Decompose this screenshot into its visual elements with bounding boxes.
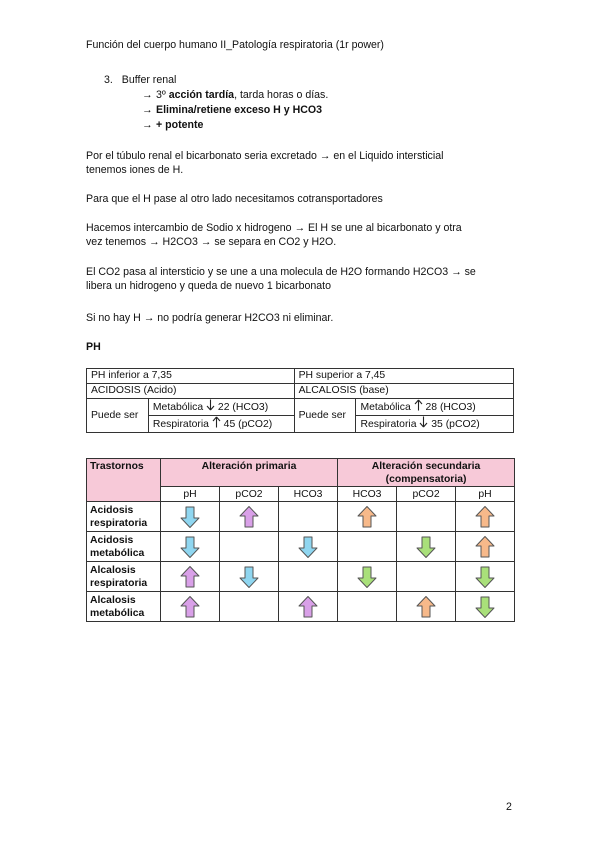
arrow-up-icon xyxy=(220,502,279,532)
paragraph: Para que el H pase al otro lado necesitamos cotransportadores xyxy=(86,193,383,205)
table-cell: Metabólica 22 (HCO3) xyxy=(148,399,294,416)
row-label: Alcalosis respiratoria xyxy=(87,562,161,592)
table-cell: PH superior a 7,45 xyxy=(294,369,513,384)
section-number: 3. xyxy=(104,74,113,86)
empty-cell xyxy=(220,532,279,562)
ph-heading: PH xyxy=(86,341,101,353)
subheader: pH xyxy=(456,487,515,502)
section-heading xyxy=(104,73,176,87)
arrow-up-icon xyxy=(338,502,397,532)
table-cell: Metabólica 28 (HCO3) xyxy=(356,399,514,416)
table-row xyxy=(87,562,515,592)
arrow-down-icon xyxy=(338,562,397,592)
table-cell: PH inferior a 7,35 xyxy=(87,369,295,384)
paragraph: Si no hay H → no podría generar H2CO3 ni eliminar. xyxy=(86,312,334,324)
subheader: pCO2 xyxy=(397,487,456,502)
empty-cell xyxy=(338,592,397,622)
empty-cell xyxy=(220,592,279,622)
table-cell: Respiratoria 45 (pCO2) xyxy=(148,416,294,433)
arrow-up-icon xyxy=(456,502,515,532)
bullet-1: → 3º acción tardía, tarda horas o días. xyxy=(142,89,329,101)
arrow-up-icon xyxy=(161,562,220,592)
puede-ser-label: Puede ser xyxy=(87,399,149,433)
arrow-up-icon xyxy=(414,402,423,413)
arrow-up-icon xyxy=(456,532,515,562)
table-cell: Respiratoria 35 (pCO2) xyxy=(356,416,514,433)
arrow-down-icon xyxy=(161,502,220,532)
table-header-row xyxy=(87,459,515,487)
paragraph: Por el túbulo renal el bicarbonato seria excretado → en el Liquido intersticial tenemos iones de H. xyxy=(86,150,444,176)
bullet-3: → + potente xyxy=(142,119,204,131)
arrow-down-icon xyxy=(206,402,215,413)
empty-cell xyxy=(279,562,338,592)
bullet-2: → Elimina/retiene exceso H y HCO3 xyxy=(142,104,323,116)
arrow-up-icon xyxy=(397,592,456,622)
table-row xyxy=(87,399,514,416)
arrow-down-icon xyxy=(456,562,515,592)
col-header-primary: Alteración primaria xyxy=(161,459,338,487)
subheader: HCO3 xyxy=(279,487,338,502)
arrow-down-icon xyxy=(279,532,338,562)
arrow-up-icon xyxy=(212,419,221,430)
arrow-up-icon xyxy=(161,592,220,622)
arrow-down-icon xyxy=(220,562,279,592)
arrow-right-icon: → xyxy=(142,104,153,116)
col-header-secondary: Alteración secundaria (compensatoria) xyxy=(338,459,515,487)
paragraph: El CO2 pasa al intersticio y se une a una molecula de H2O formando H2CO3 → se libera un hidrogeno y queda de nuevo 1 bicarbonato xyxy=(86,266,476,292)
subheader: pCO2 xyxy=(220,487,279,502)
paragraph: Hacemos intercambio de Sodio x hidrogeno → El H se une al bicarbonato y otra vez tenemos → H2CO3 → se separa en CO2 y H2O. xyxy=(86,222,462,248)
ph-table xyxy=(86,368,514,433)
table-row xyxy=(87,592,515,622)
table-cell: ALCALOSIS (base) xyxy=(294,384,513,399)
row-label: Acidosis respiratoria xyxy=(87,502,161,532)
puede-ser-label: Puede ser xyxy=(294,399,356,433)
subheader: pH xyxy=(161,487,220,502)
table-cell: ACIDOSIS (Acido) xyxy=(87,384,295,399)
disorders-table xyxy=(86,458,515,622)
arrow-right-icon: → xyxy=(142,89,153,101)
arrow-down-icon xyxy=(456,592,515,622)
empty-cell xyxy=(397,562,456,592)
table-row xyxy=(87,384,514,399)
table-row xyxy=(87,532,515,562)
subheader: HCO3 xyxy=(338,487,397,502)
arrow-up-icon xyxy=(279,592,338,622)
row-label: Alcalosis metabólica xyxy=(87,592,161,622)
section-title: Buffer renal xyxy=(121,74,177,86)
table-row xyxy=(87,502,515,532)
empty-cell xyxy=(397,502,456,532)
page-header: Función del cuerpo humano II_Patología respiratoria (1r power) xyxy=(86,39,384,51)
arrow-down-icon xyxy=(397,532,456,562)
arrow-down-icon xyxy=(161,532,220,562)
page-number: 2 xyxy=(506,801,512,813)
row-label: Acidosis metabólica xyxy=(87,532,161,562)
empty-cell xyxy=(338,532,397,562)
empty-cell xyxy=(279,502,338,532)
arrow-right-icon: → xyxy=(142,119,153,131)
col-header-trastornos: Trastornos xyxy=(87,459,161,502)
table-row xyxy=(87,369,514,384)
